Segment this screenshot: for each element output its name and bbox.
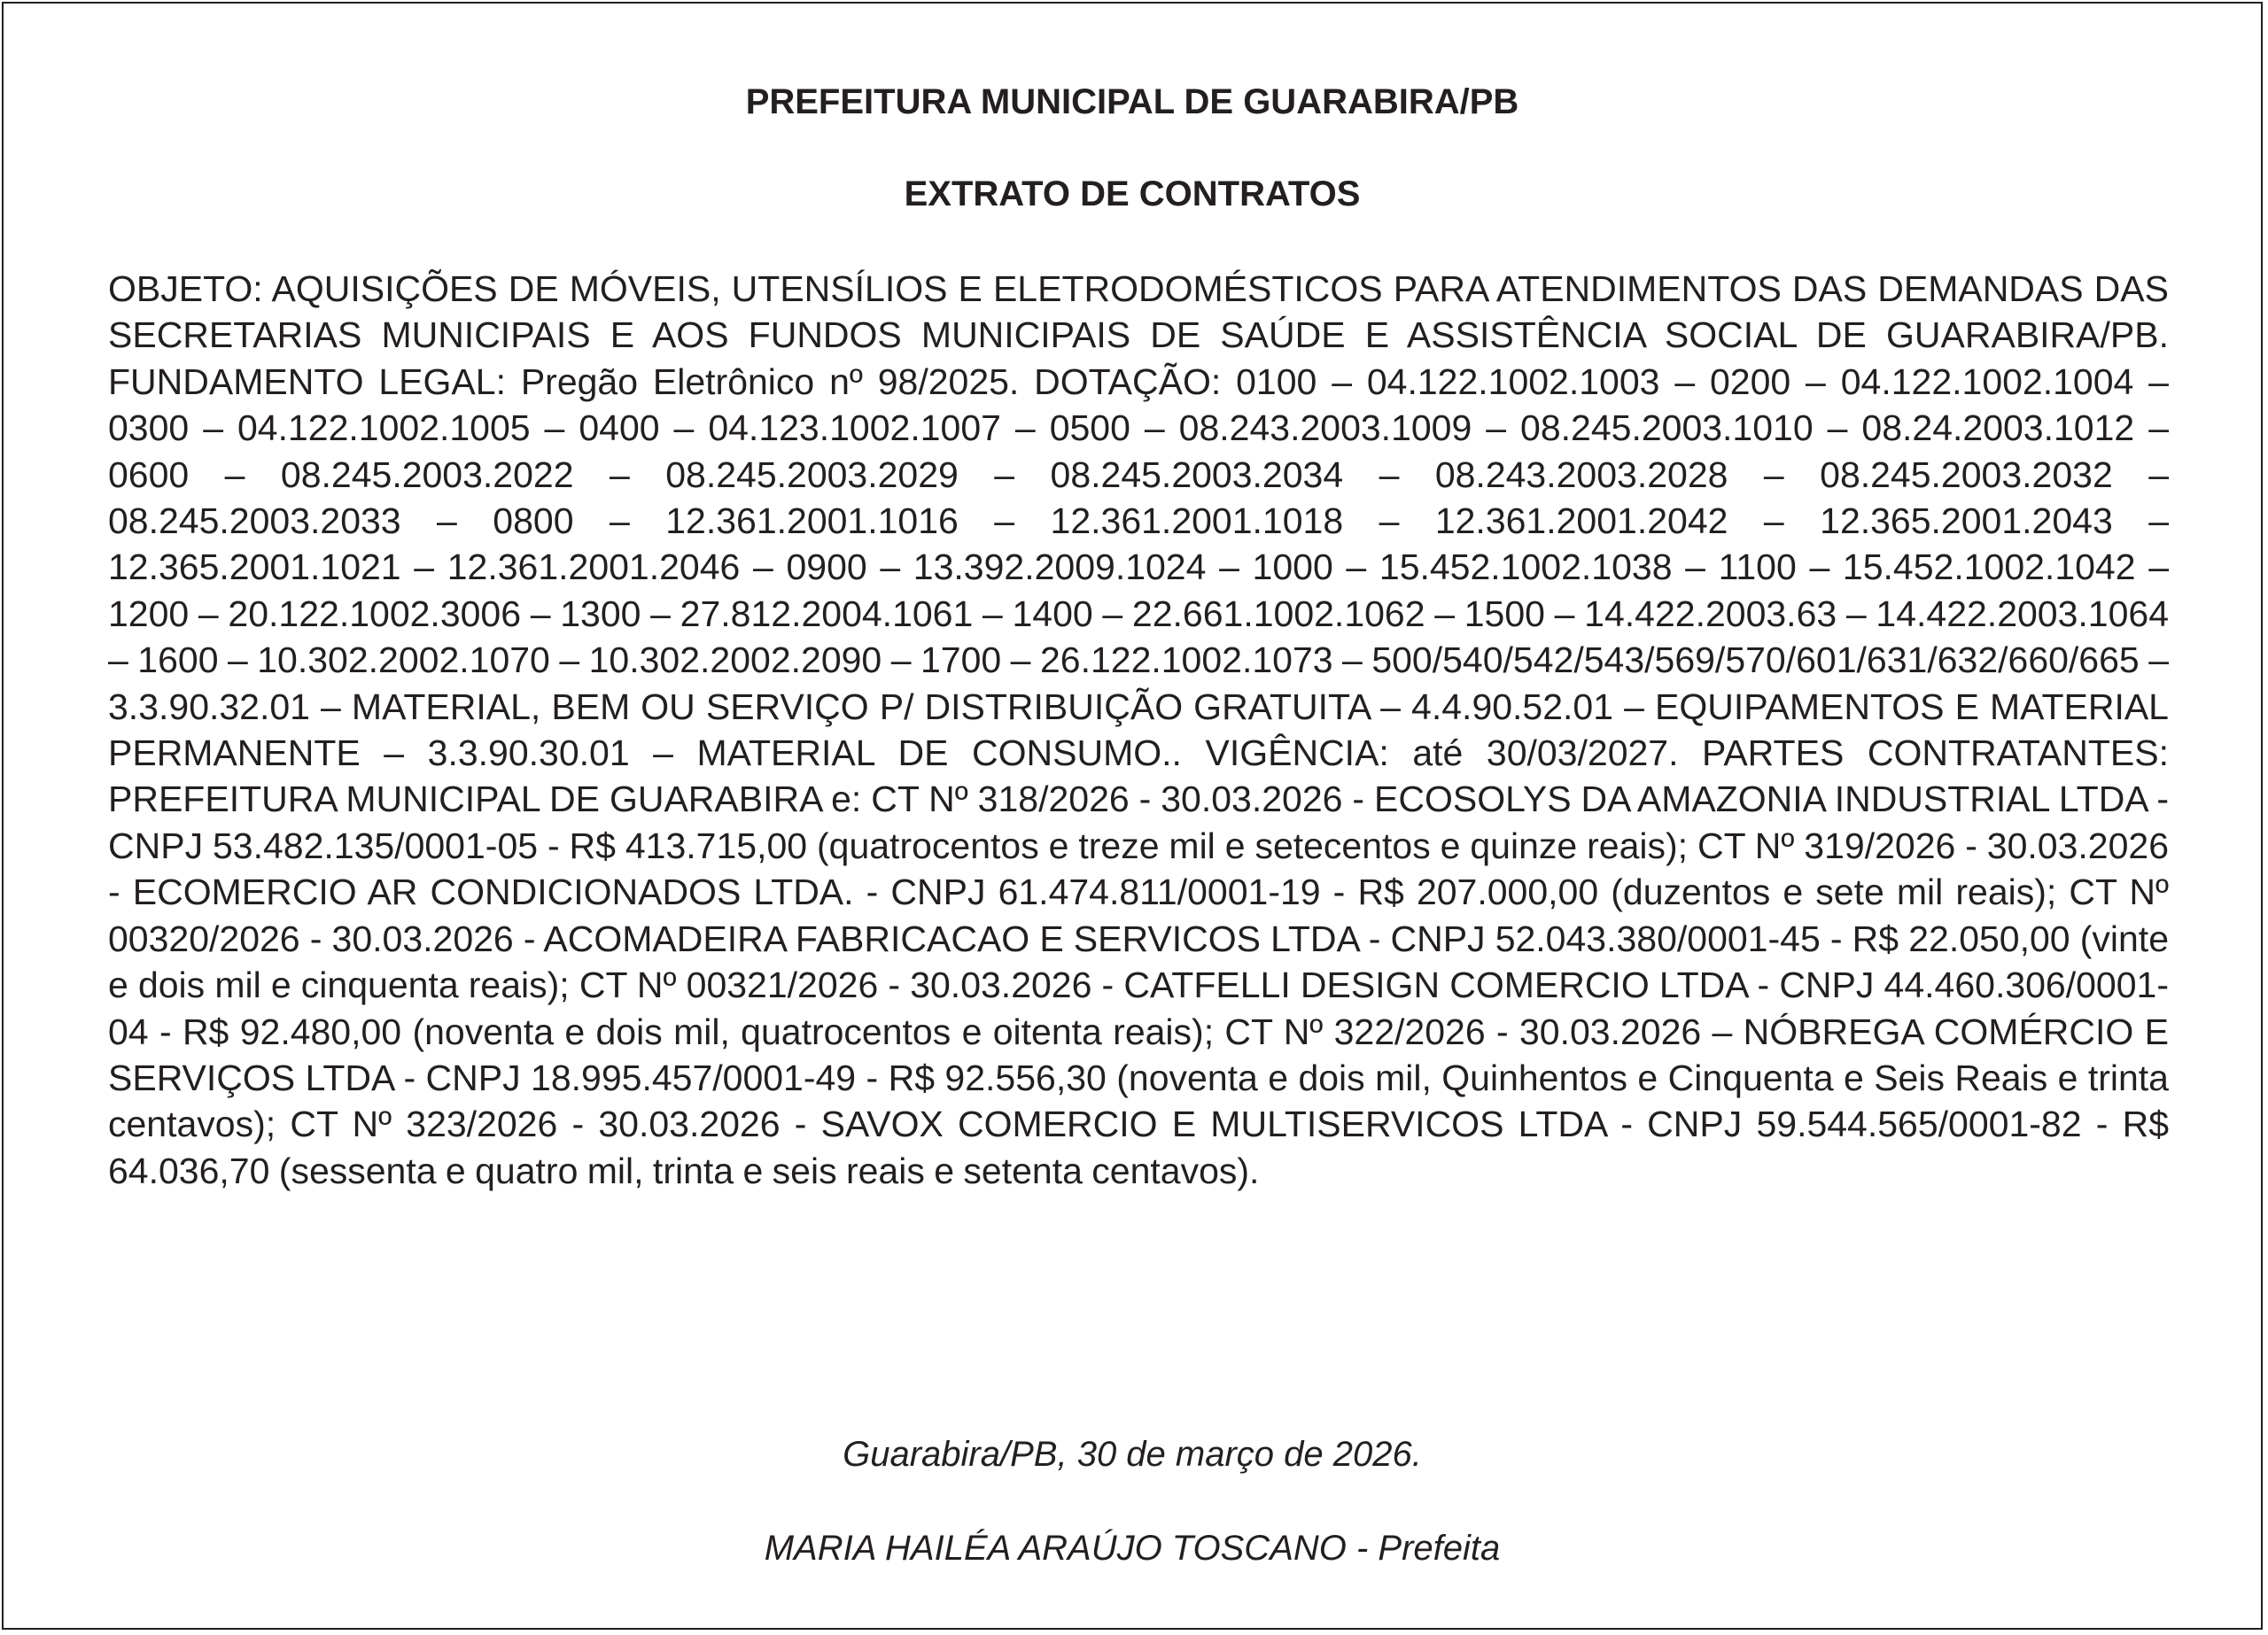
signature-line: MARIA HAILÉA ARAÚJO TOSCANO - Prefeita: [764, 1529, 1501, 1568]
document-title: EXTRATO DE CONTRATOS: [904, 174, 1361, 213]
issuer-heading: PREFEITURA MUNICIPAL DE GUARABIRA/PB: [745, 82, 1519, 121]
date-line: Guarabira/PB, 30 de março de 2026.: [843, 1435, 1422, 1474]
document-frame: [2, 2, 2263, 1630]
contract-extract-body: OBJETO: AQUISIÇÕES DE MÓVEIS, UTENSÍLIOS E ELETRODOMÉSTICOS PARA ATENDIMENTOS DAS DEMANDAS DAS SECRETARIAS MUNICIPAIS E AOS FUNDOS MUNICIPAIS DE SAÚDE E ASSISTÊNCIA SOCIAL DE GUARABIRA/PB. FUNDAMENTO LEGAL: Pregão Eletrônico nº 98/2025. DOTAÇÃO: 0100 – 04.122.1002.1003 – 0200 – 04.122.1002.1004 – 0300 – 04.122.1002.1005 – 0400 – 04.123.1002.1007 – 0500 – 08.243.2003.1009 – 08.245.2003.1010 – 08.24.2003.1012 – 0600 – 08.245.2003.2022 – 08.245.2003.2029 – 08.245.2003.2034 – 08.243.2003.2028 – 08.245.2003.2032 – 08.245.2003.2033 – 0800 – 12.361.2001.1016 – 12.361.2001.1018 – 12.361.2001.2042 – 12.365.2001.2043 – 12.365.2001.1021 – 12.361.2001.2046 – 0900 – 13.392.2009.1024 – 1000 – 15.452.1002.1038 – 1100 – 15.452.1002.1042 – 1200 – 20.122.1002.3006 – 1300 – 27.812.2004.1061 – 1400 – 22.661.1002.1062 – 1500 – 14.422.2003.63 – 14.422.2003.1064 – 1600 – 10.302.2002.1070 – 10.302.2002.2090 – 1700 – 26.122.1002.1073 – 500/540/542/543/569/570/601/631/632/660/665 – 3.3.90.32.01 – MATERIAL, BEM OU SERVIÇO P/ DISTRIBUIÇÃO GRATUITA – 4.4.90.52.01 – EQUIPAMENTOS E MATERIAL PERMANENTE – 3.3.90.30.01 – MATERIAL DE CONSUMO.. VIGÊNCIA: até 30/03/2027. PARTES CONTRATANTES: PREFEITURA MUNICIPAL DE GUARABIRA e: CT Nº 318/2026 - 30.03.2026 - ECOSOLYS DA AMAZONIA INDUSTRIAL LTDA - CNPJ 53.482.135/0001-05 - R$ 413.715,00 (quatrocentos e treze mil e setecentos e quinze reais); CT Nº 319/2026 - 30.03.2026 - ECOMERCIO AR CONDICIONADOS LTDA. - CNPJ 61.474.811/0001-19 - R$ 207.000,00 (duzentos e sete mil reais); CT Nº 00320/2026 - 30.03.2026 - ACOMADEIRA FABRICACAO E SERVICOS LTDA - CNPJ 52.043.380/0001-45 - R$ 22.050,00 (vinte e dois mil e cinquenta reais); CT Nº 00321/2026 - 30.03.2026 - CATFELLI DESIGN COMERCIO LTDA - CNPJ 44.460.306/0001-04 - R$ 92.480,00 (noventa e dois mil, quatrocentos e oitenta reais); CT Nº 322/2026 - 30.03.2026 – NÓBREGA COMÉRCIO E SERVIÇOS LTDA - CNPJ 18.995.457/0001-49 - R$ 92.556,30 (noventa e dois mil, Quinhentos e Cinquenta e Seis Reais e trinta centavos); CT Nº 323/2026 - 30.03.2026 - SAVOX COMERCIO E MULTISERVICOS LTDA - CNPJ 59.544.565/0001-82 - R$ 64.036,70 (sessenta e quatro mil, trinta e seis reais e setenta centavos).: [108, 268, 2169, 1191]
